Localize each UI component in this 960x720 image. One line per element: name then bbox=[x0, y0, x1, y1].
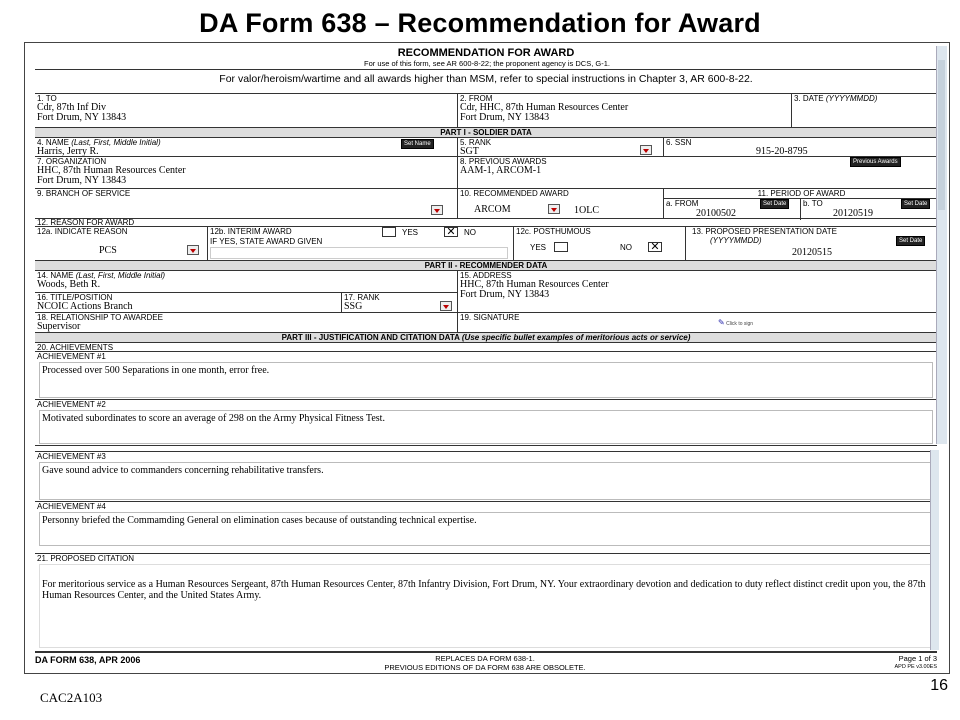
indicate-reason-value[interactable]: PCS bbox=[99, 245, 117, 256]
relationship-cell bbox=[35, 313, 457, 332]
rname-value[interactable]: Woods, Beth R. bbox=[37, 279, 101, 290]
row-org bbox=[35, 156, 937, 188]
interim-state-field[interactable] bbox=[210, 247, 508, 259]
to-cell bbox=[35, 94, 457, 127]
citation bbox=[35, 553, 937, 649]
achievement-1-text: Processed over 500 Separations in one month, error free. bbox=[42, 365, 270, 376]
form-subtitle: For use of this form, see AR 600-8-22; the proponent agency is DCS, G-1. bbox=[364, 59, 610, 68]
achievement-2-label: ACHIEVEMENT #2 bbox=[37, 400, 106, 409]
achievement-4-text: Personny briefed the Commamding General on elimination cases because of outstanding technical expertise. bbox=[42, 515, 477, 526]
prev-awards-label: 8. PREVIOUS AWARDS bbox=[460, 157, 547, 166]
period-to bbox=[800, 198, 939, 220]
from-line1[interactable]: Cdr, HHC, 87th Human Resources Center bbox=[460, 102, 629, 113]
achievement-1 bbox=[35, 351, 937, 399]
form-id: DA FORM 638, APR 2006 bbox=[35, 655, 141, 665]
rrank-label: 17. RANK bbox=[344, 293, 380, 302]
signature-cell[interactable] bbox=[457, 313, 937, 332]
ssn-value[interactable]: 915-20-8795 bbox=[756, 146, 808, 157]
branch-label: 9. BRANCH OF SERVICE bbox=[37, 189, 131, 198]
achievements-label: 20. ACHIEVEMENTS bbox=[37, 343, 114, 352]
rrank-dropdown-icon[interactable] bbox=[440, 301, 452, 311]
branch-cell bbox=[35, 189, 457, 218]
rec-award-label: 10. RECOMMENDED AWARD bbox=[460, 189, 569, 198]
posthumous-yes-checkbox[interactable] bbox=[554, 242, 568, 252]
form-footer bbox=[35, 651, 937, 673]
achievement-2-text: Motivated subordinates to score an average of 298 on the Army Physical Fitness Test. bbox=[42, 413, 385, 424]
org-line1[interactable]: HHC, 87th Human Resources Center bbox=[37, 165, 186, 176]
achievement-4-field[interactable] bbox=[39, 512, 933, 546]
period-cell bbox=[663, 189, 937, 218]
prev-awards-value[interactable]: AAM-1, ARCOM-1 bbox=[460, 165, 542, 176]
address-label: 15. ADDRESS bbox=[460, 271, 512, 280]
address-line1[interactable]: HHC, 87th Human Resources Center bbox=[460, 279, 609, 290]
form-note-row bbox=[35, 69, 937, 89]
prev-awards-cell bbox=[457, 157, 937, 188]
form-note: For valor/heroism/wartime and all awards higher than MSM, refer to special instructions in Chapter 3, AR 600-8-22. bbox=[219, 73, 753, 85]
form-title: RECOMMENDATION FOR AWARD bbox=[397, 47, 575, 59]
org-cell bbox=[35, 157, 457, 188]
ssn-label: 6. SSN bbox=[666, 138, 692, 147]
title-position-value[interactable]: NCOIC Actions Branch bbox=[37, 301, 133, 312]
reason-label: 12. REASON FOR AWARD bbox=[37, 218, 135, 227]
rec-award-value[interactable]: ARCOM bbox=[474, 204, 511, 215]
slide-title: DA Form 638 – Recommendation for Award bbox=[199, 8, 761, 38]
set-date-to-button[interactable]: Set Date bbox=[901, 199, 930, 209]
part3-header bbox=[35, 332, 937, 342]
period-from-label: a. FROM bbox=[666, 199, 699, 208]
citation-field[interactable] bbox=[39, 564, 933, 648]
rrank-cell bbox=[341, 293, 457, 312]
name-hint: (Last, First, Middle Initial) bbox=[71, 138, 161, 147]
name-value[interactable]: Harris, Jerry R. bbox=[37, 146, 99, 157]
period-label: 11. PERIOD OF AWARD bbox=[757, 189, 846, 198]
interim-award-label: 12b. INTERIM AWARD bbox=[210, 227, 292, 236]
name-label: 4. NAME bbox=[37, 138, 70, 147]
set-name-button[interactable]: Set Name bbox=[401, 139, 434, 149]
period-to-label: b. TO bbox=[803, 199, 823, 208]
title-position-cell bbox=[35, 293, 341, 312]
from-label: 2. FROM bbox=[460, 94, 493, 103]
form-replaces bbox=[335, 654, 635, 672]
previous-awards-button[interactable]: Previous Awards bbox=[850, 157, 901, 167]
set-date-from-button[interactable]: Set Date bbox=[760, 199, 789, 209]
achievement-3-text: Gave sound advice to commanders concerning rehabilitative transfers. bbox=[42, 465, 324, 476]
from-cell bbox=[457, 94, 791, 127]
to-line1[interactable]: Cdr, 87th Inf Div bbox=[37, 102, 107, 113]
rname-cell bbox=[35, 271, 457, 292]
rname-label: 14. NAME bbox=[37, 271, 74, 280]
org-label: 7. ORGANIZATION bbox=[37, 157, 107, 166]
achievement-3-field[interactable] bbox=[39, 462, 933, 500]
row-achievements-label bbox=[35, 342, 937, 351]
page-number: 16 bbox=[930, 677, 948, 694]
indicate-reason-cell bbox=[35, 227, 207, 260]
obsolete-text: PREVIOUS EDITIONS OF DA FORM 638 ARE OBSOLETE. bbox=[384, 663, 586, 672]
part2-header: PART II - RECOMMENDER DATA bbox=[35, 260, 937, 270]
scrollbar-top[interactable] bbox=[936, 46, 947, 444]
period-from-value[interactable]: 20100502 bbox=[696, 208, 736, 219]
row-reason bbox=[35, 226, 937, 260]
footer-code: CAC2A103 bbox=[40, 690, 103, 705]
ssn-cell bbox=[663, 138, 937, 156]
presentation-date-hint: (YYYYMMDD) bbox=[710, 236, 762, 245]
form-page: Page 1 of 3 bbox=[898, 654, 937, 663]
address-cell bbox=[457, 271, 937, 313]
posthumous-yes-label: YES bbox=[530, 243, 547, 252]
part3-hint: (Use specific bullet examples of meritorious acts or service) bbox=[461, 333, 691, 342]
row-relationship bbox=[35, 312, 937, 332]
row-name-rank bbox=[35, 137, 937, 156]
rec-award-cell bbox=[457, 189, 663, 218]
posthumous-cell bbox=[513, 227, 685, 260]
achievement-3 bbox=[35, 451, 937, 501]
org-line2[interactable]: Fort Drum, NY 13843 bbox=[37, 175, 127, 186]
relationship-value[interactable]: Supervisor bbox=[37, 321, 81, 332]
replaces-text: REPLACES DA FORM 638-1. bbox=[435, 654, 535, 663]
interim-yes-checkbox[interactable] bbox=[382, 227, 396, 237]
relationship-label: 18. RELATIONSHIP TO AWARDEE bbox=[37, 313, 163, 322]
scrollbar-bottom[interactable] bbox=[930, 450, 939, 650]
rec-award-dropdown-icon[interactable] bbox=[548, 204, 560, 214]
posthumous-label: 12c. POSTHUMOUS bbox=[516, 227, 591, 236]
set-date-presentation-button[interactable]: Set Date bbox=[896, 236, 925, 246]
from-line2[interactable]: Fort Drum, NY 13843 bbox=[460, 112, 550, 123]
date-cell[interactable] bbox=[791, 94, 937, 127]
period-to-value[interactable]: 20120519 bbox=[833, 208, 873, 219]
citation-text: For meritorious service as a Human Resources Sergeant, 87th Human Resources Center, 87th Infantry Division, Fort Drum, NY. Your extraordinary devotion and dedication to duty reflect distinct credit upon you, the 87th Human Resources Center, and the United States Army. bbox=[42, 579, 926, 601]
achievement-1-label: ACHIEVEMENT #1 bbox=[37, 352, 106, 361]
rname-hint: (Last, First, Middle Initial) bbox=[75, 271, 166, 280]
branch-dropdown-icon[interactable] bbox=[431, 205, 443, 215]
rec-award-olc[interactable]: 1OLC bbox=[574, 205, 599, 216]
address-line2[interactable]: Fort Drum, NY 13843 bbox=[460, 289, 550, 300]
date-label: 3. DATE bbox=[794, 94, 824, 103]
to-line2[interactable]: Fort Drum, NY 13843 bbox=[37, 112, 127, 123]
interim-no-checkbox[interactable]: ✕ bbox=[444, 227, 458, 237]
rank-label: 5. RANK bbox=[460, 138, 492, 147]
posthumous-no-label: NO bbox=[620, 243, 632, 252]
date-hint: (YYYYMMDD) bbox=[825, 94, 878, 103]
pen-icon: ✎ bbox=[718, 318, 725, 327]
achievement-3-label: ACHIEVEMENT #3 bbox=[37, 452, 106, 461]
interim-award-cell bbox=[207, 227, 513, 260]
interim-no-label: NO bbox=[464, 228, 476, 237]
form-version: APD PE v3.00ES bbox=[894, 664, 937, 670]
rank-dropdown-icon[interactable] bbox=[640, 145, 652, 155]
achievement-4 bbox=[35, 501, 937, 547]
part1-header: PART I - SOLDIER DATA bbox=[35, 127, 937, 137]
period-from bbox=[664, 198, 800, 220]
to-label: 1. TO bbox=[37, 94, 57, 103]
presentation-date-cell bbox=[685, 227, 937, 260]
achievement-2-field[interactable] bbox=[39, 410, 933, 444]
citation-label: 21. PROPOSED CITATION bbox=[37, 554, 135, 563]
scroll-thumb-top[interactable] bbox=[938, 60, 945, 210]
interim-yes-label: YES bbox=[402, 228, 419, 237]
row-title-rank bbox=[35, 292, 457, 312]
presentation-date-label: 13. PROPOSED PRESENTATION DATE bbox=[692, 227, 837, 236]
form-header bbox=[35, 45, 937, 69]
presentation-date-value[interactable]: 20120515 bbox=[792, 247, 832, 258]
row-reason-label bbox=[35, 218, 937, 226]
interim-state-label: IF YES, STATE AWARD GIVEN bbox=[210, 237, 323, 246]
achievement-4-label: ACHIEVEMENT #4 bbox=[37, 502, 106, 511]
reason-dropdown-icon[interactable] bbox=[187, 245, 199, 255]
form-page-info bbox=[895, 654, 938, 672]
achievement-2 bbox=[35, 399, 937, 445]
award-form bbox=[24, 42, 950, 674]
title-position-label: 16. TITLE/POSITION bbox=[37, 293, 113, 302]
achievement-1-field[interactable] bbox=[39, 362, 933, 398]
signature-label: 19. SIGNATURE bbox=[460, 313, 520, 322]
rrank-value[interactable]: SSG bbox=[344, 301, 363, 312]
rank-cell bbox=[457, 138, 663, 156]
posthumous-no-checkbox[interactable]: ✕ bbox=[648, 242, 662, 252]
signature-stamp[interactable]: ✎ Click to sign bbox=[718, 318, 754, 327]
part3-title: PART III - JUSTIFICATION AND CITATION DATA bbox=[281, 333, 460, 342]
rank-value[interactable]: SGT bbox=[460, 146, 479, 157]
row-to-from bbox=[35, 93, 937, 127]
indicate-reason-label: 12a. INDICATE REASON bbox=[37, 227, 128, 236]
name-cell bbox=[35, 138, 457, 156]
row-branch bbox=[35, 188, 937, 218]
